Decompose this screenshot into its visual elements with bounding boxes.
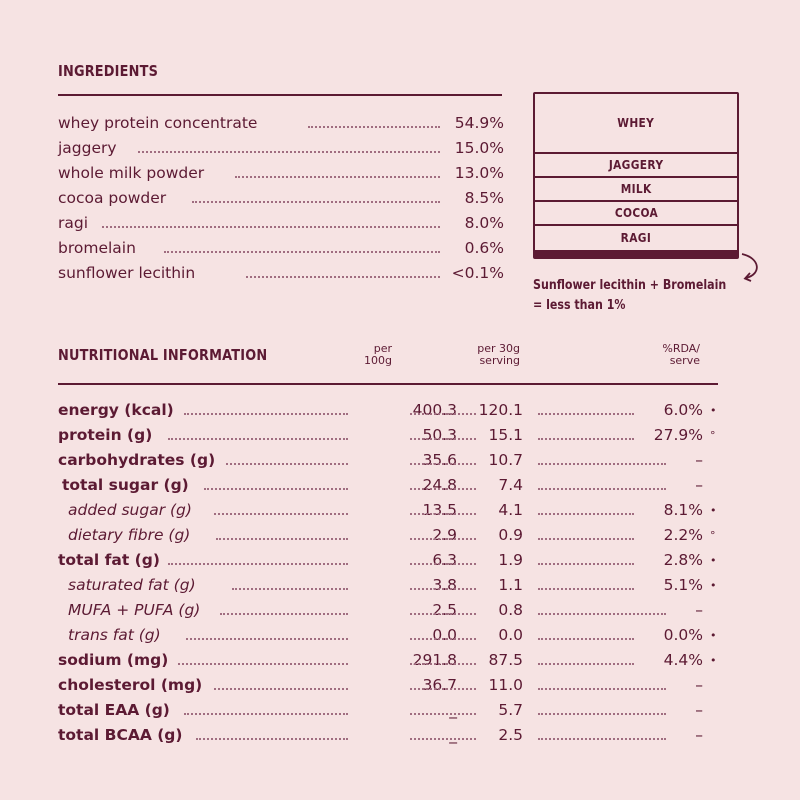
ingredient-name: jaggery	[58, 139, 117, 157]
nutrient-label: total fat (g)	[58, 551, 160, 569]
leader-dots	[178, 663, 348, 665]
value-per-serving: 1.9	[498, 551, 523, 569]
value-per-100g: 6.3	[432, 551, 457, 569]
nutrition-row	[58, 598, 720, 623]
leader-dots	[410, 513, 476, 515]
nutrition-row	[58, 473, 720, 498]
value-rda: 2.2%	[663, 526, 703, 544]
value-rda: 2.8%	[663, 551, 703, 569]
value-rda: –	[695, 701, 703, 719]
leader-dots	[192, 201, 440, 203]
value-rda: 0.0%	[663, 626, 703, 644]
stack-layer-cocoa: COCOA	[535, 200, 737, 224]
nutrient-label: energy (kcal)	[58, 401, 174, 419]
ingredient-row	[58, 137, 504, 159]
ingredient-row	[58, 162, 504, 184]
leader-dots	[410, 438, 476, 440]
nutrition-row	[58, 548, 720, 573]
leader-dots	[138, 151, 440, 153]
ingredient-name: whole milk powder	[58, 164, 205, 182]
leader-dots	[220, 613, 348, 615]
value-rda: –	[695, 726, 703, 744]
ingredient-percent: 54.9%	[454, 114, 504, 132]
value-per-serving: 4.1	[498, 501, 523, 519]
value-rda: 6.0%	[663, 401, 703, 419]
leader-dots	[410, 463, 476, 465]
ingredient-percent: <0.1%	[451, 264, 504, 282]
stack-layer-ragi: RAGI	[535, 224, 737, 250]
leader-dots	[196, 738, 348, 740]
ingredient-row	[58, 212, 504, 234]
leader-dots	[410, 563, 476, 565]
col-serving-header: per 30g serving	[477, 342, 520, 367]
value-per-serving: 120.1	[478, 401, 523, 419]
ingredient-name: whey protein concentrate	[58, 114, 258, 132]
ingredient-name: sunflower lecithin	[58, 264, 196, 282]
stack-layer-minor	[535, 250, 737, 257]
ingredient-row	[58, 237, 504, 259]
value-per-serving: 7.4	[498, 476, 523, 494]
leader-dots	[538, 513, 634, 515]
leader-dots	[410, 613, 476, 615]
nutrient-label: total BCAA (g)	[58, 726, 183, 744]
leader-dots	[214, 688, 348, 690]
ingredient-stack-diagram	[533, 92, 739, 259]
leader-dots	[538, 463, 666, 465]
rda-marker: °	[710, 429, 716, 442]
value-per-serving: 0.9	[498, 526, 523, 544]
ingredients-rule	[58, 94, 502, 96]
stack-layer-milk: MILK	[535, 176, 737, 200]
rda-marker: •	[710, 629, 717, 642]
leader-dots	[410, 488, 476, 490]
value-per-serving: 0.8	[498, 601, 523, 619]
value-per-serving: 2.5	[498, 726, 523, 744]
col-per100-header: per 100g	[364, 342, 392, 367]
leader-dots	[410, 538, 476, 540]
nutrient-label: cholesterol (mg)	[58, 676, 203, 694]
leader-dots	[410, 663, 476, 665]
value-per-100g: 291.8	[412, 651, 457, 669]
nutrient-label: saturated fat (g)	[68, 576, 196, 594]
leader-dots	[410, 738, 476, 740]
leader-dots	[102, 226, 440, 228]
ingredient-name: bromelain	[58, 239, 136, 257]
nutrient-label: total EAA (g)	[58, 701, 170, 719]
value-per-serving: 11.0	[488, 676, 523, 694]
leader-dots	[204, 488, 348, 490]
nutrient-label: trans fat (g)	[68, 626, 161, 644]
leader-dots	[538, 713, 666, 715]
leader-dots	[410, 588, 476, 590]
ingredients-heading: INGREDIENTS	[58, 62, 159, 80]
nutrition-row	[58, 673, 720, 698]
stack-layer-jaggery: JAGGERY	[535, 152, 737, 176]
nutrient-label: added sugar (g)	[68, 501, 192, 519]
nutrition-row	[58, 423, 720, 448]
leader-dots	[538, 438, 634, 440]
nutrition-row	[58, 698, 720, 723]
value-rda: –	[695, 601, 703, 619]
leader-dots	[410, 638, 476, 640]
nutrition-row	[58, 723, 720, 748]
leader-dots	[538, 588, 634, 590]
leader-dots	[246, 276, 440, 278]
value-per-serving: 1.1	[498, 576, 523, 594]
value-rda: –	[695, 451, 703, 469]
value-rda: 5.1%	[663, 576, 703, 594]
nutrient-label: sodium (mg)	[58, 651, 169, 669]
nutrient-label: carbohydrates (g)	[58, 451, 216, 469]
leader-dots	[168, 563, 348, 565]
nutrient-label: MUFA + PUFA (g)	[68, 601, 201, 619]
leader-dots	[410, 713, 476, 715]
nutrition-row	[58, 648, 720, 673]
value-per-100g: 400.3	[412, 401, 457, 419]
ingredient-name: cocoa powder	[58, 189, 167, 207]
rda-marker: •	[710, 404, 717, 417]
nutrition-row	[58, 448, 720, 473]
rda-marker: •	[710, 579, 717, 592]
leader-dots	[538, 488, 666, 490]
rda-marker: •	[710, 654, 717, 667]
leader-dots	[186, 638, 348, 640]
nutrient-label: dietary fibre (g)	[68, 526, 191, 544]
leader-dots	[232, 588, 348, 590]
nutrient-label: protein (g)	[58, 426, 153, 444]
value-per-100g: 24.8	[422, 476, 457, 494]
value-per-100g: 50.3	[422, 426, 457, 444]
value-rda: 27.9%	[653, 426, 703, 444]
value-per-serving: 0.0	[498, 626, 523, 644]
leader-dots	[226, 463, 348, 465]
value-per-100g: 13.5	[422, 501, 457, 519]
leader-dots	[410, 688, 476, 690]
leader-dots	[235, 176, 440, 178]
leader-dots	[538, 688, 666, 690]
nutrient-label: total sugar (g)	[62, 476, 189, 494]
leader-dots	[164, 251, 440, 253]
value-rda: –	[695, 676, 703, 694]
value-per-100g: 3.8	[432, 576, 457, 594]
ingredient-percent: 0.6%	[464, 239, 504, 257]
nutrition-heading: NUTRITIONAL INFORMATION	[58, 346, 268, 364]
leader-dots	[216, 538, 348, 540]
ingredient-row	[58, 262, 504, 284]
ingredient-percent: 8.5%	[464, 189, 504, 207]
ingredient-name: ragi	[58, 214, 89, 232]
leader-dots	[538, 638, 634, 640]
leader-dots	[410, 413, 476, 415]
value-per-100g: _	[449, 701, 457, 719]
ingredient-percent: 13.0%	[454, 164, 504, 182]
nutrition-row	[58, 523, 720, 548]
rda-marker: °	[710, 529, 716, 542]
leader-dots	[538, 613, 666, 615]
rda-marker: •	[710, 504, 717, 517]
leader-dots	[538, 663, 634, 665]
nutrition-rule	[58, 383, 718, 385]
ingredient-percent: 8.0%	[464, 214, 504, 232]
curved-arrow-icon	[738, 250, 766, 284]
value-per-100g: 0.0	[432, 626, 457, 644]
value-per-100g: 36.7	[422, 676, 457, 694]
value-rda: 8.1%	[663, 501, 703, 519]
leader-dots	[308, 126, 440, 128]
col-rda-header: %RDA/ serve	[662, 342, 700, 367]
leader-dots	[168, 438, 348, 440]
leader-dots	[184, 413, 348, 415]
value-per-100g: _	[449, 726, 457, 744]
value-rda: 4.4%	[663, 651, 703, 669]
rda-marker: •	[710, 554, 717, 567]
value-per-100g: 2.5	[432, 601, 457, 619]
value-per-serving: 10.7	[488, 451, 523, 469]
nutrition-row	[58, 623, 720, 648]
value-per-serving: 87.5	[488, 651, 523, 669]
leader-dots	[538, 563, 634, 565]
leader-dots	[538, 413, 634, 415]
value-per-serving: 5.7	[498, 701, 523, 719]
ingredient-row	[58, 112, 504, 134]
leader-dots	[184, 713, 348, 715]
nutrition-row	[58, 573, 720, 598]
leader-dots	[538, 738, 666, 740]
stack-layer-whey: WHEY	[617, 115, 655, 130]
stack-note: Sunflower lecithin + Bromelain = less than 1%	[533, 278, 727, 313]
value-per-100g: 2.9	[432, 526, 457, 544]
leader-dots	[214, 513, 348, 515]
value-rda: –	[695, 476, 703, 494]
ingredient-percent: 15.0%	[454, 139, 504, 157]
nutrition-row	[58, 398, 720, 423]
value-per-100g: 35.6	[422, 451, 457, 469]
nutrition-row	[58, 498, 720, 523]
value-per-serving: 15.1	[488, 426, 523, 444]
ingredient-row	[58, 187, 504, 209]
leader-dots	[538, 538, 634, 540]
